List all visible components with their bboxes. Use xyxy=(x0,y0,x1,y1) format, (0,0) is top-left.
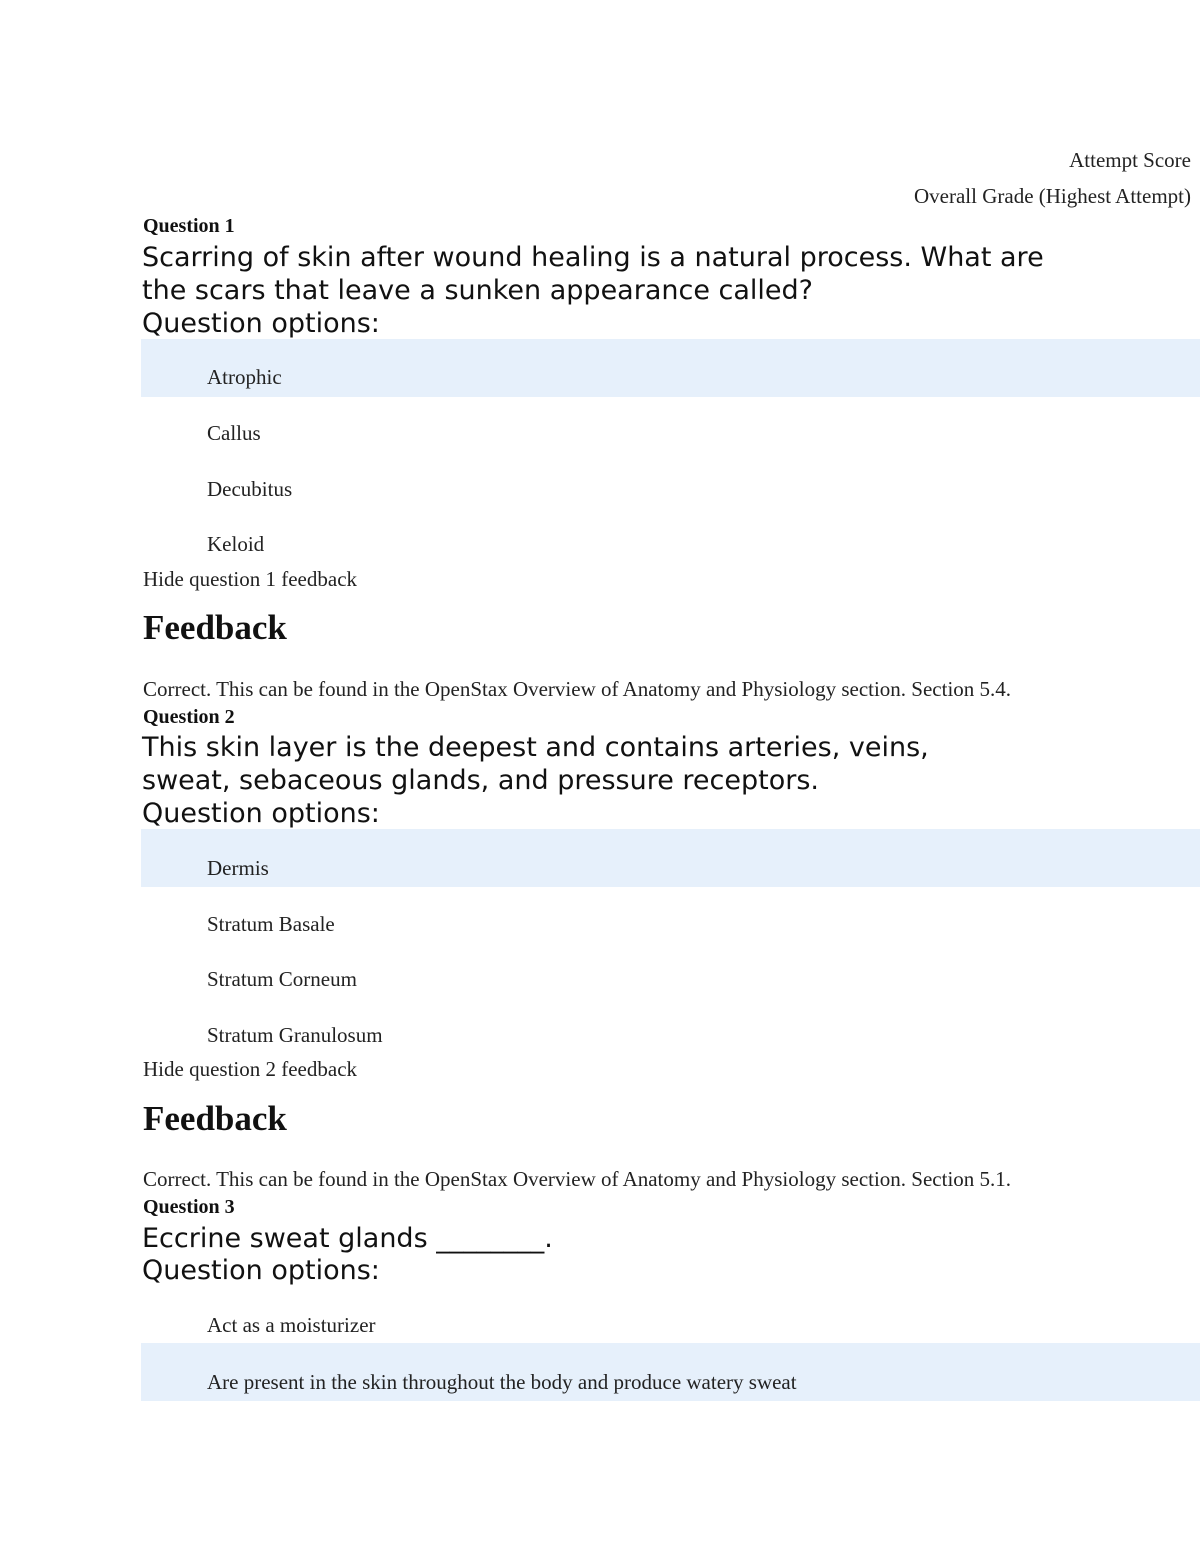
question-3-options-label: Question options: xyxy=(142,1255,380,1286)
question-2-feedback-title: Feedback xyxy=(143,1099,287,1138)
question-1-option-callus[interactable]: Callus xyxy=(207,421,261,445)
question-2-option-stratum-basale[interactable]: Stratum Basale xyxy=(207,912,335,936)
attempt-score-label: Attempt Score xyxy=(1069,148,1191,172)
question-1-option-decubitus[interactable]: Decubitus xyxy=(207,477,293,501)
selected-option-highlight xyxy=(141,829,1200,887)
question-1-label: Question 1 xyxy=(143,215,235,237)
hide-question-1-feedback-link[interactable]: Hide question 1 feedback xyxy=(143,567,358,591)
question-2-options-label: Question options: xyxy=(142,798,380,829)
question-1-option-keloid[interactable]: Keloid xyxy=(207,532,265,556)
question-3-option-act-as-moisturizer[interactable]: Act as a moisturizer xyxy=(207,1313,376,1337)
selected-option-highlight xyxy=(141,339,1200,397)
question-1-option-atrophic[interactable]: Atrophic xyxy=(207,365,282,389)
question-1-feedback-title: Feedback xyxy=(143,608,287,647)
question-1-options-label: Question options: xyxy=(142,308,380,339)
question-2-feedback-text: Correct. This can be found in the OpenStax Overview of Anatomy and Physiology section. Section 5.1. xyxy=(143,1167,1012,1191)
question-2-option-stratum-granulosum[interactable]: Stratum Granulosum xyxy=(207,1023,383,1047)
question-2-label: Question 2 xyxy=(143,706,235,728)
question-2-option-stratum-corneum[interactable]: Stratum Corneum xyxy=(207,967,357,991)
question-3-text: Eccrine sweat glands ________. xyxy=(142,1223,553,1254)
question-1-text: Scarring of skin after wound healing is a natural process. What are the scars that leave a sunken appearance called? xyxy=(142,242,1044,306)
question-1-feedback-text: Correct. This can be found in the OpenStax Overview of Anatomy and Physiology section. Section 5.4. xyxy=(143,677,1012,701)
overall-grade-label: Overall Grade (Highest Attempt) xyxy=(914,184,1191,208)
question-2-option-dermis[interactable]: Dermis xyxy=(207,856,269,880)
hide-question-2-feedback-link[interactable]: Hide question 2 feedback xyxy=(143,1057,358,1081)
question-3-option-present-throughout-body[interactable]: Are present in the skin throughout the body and produce watery sweat xyxy=(207,1370,797,1394)
question-2-text: This skin layer is the deepest and contains arteries, veins, sweat, sebaceous glands, and pressure receptors. xyxy=(142,732,929,796)
question-3-label: Question 3 xyxy=(143,1196,235,1218)
